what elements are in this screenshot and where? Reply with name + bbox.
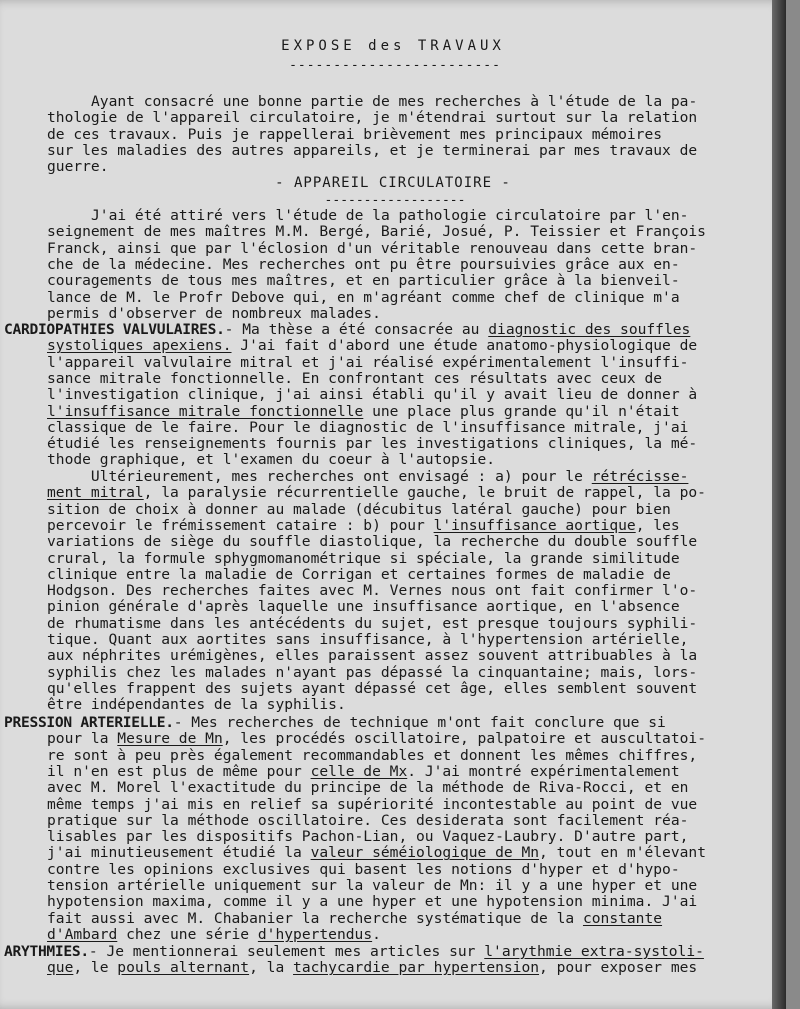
text-segment: Ayant consacré une bonne partie de mes recherches à l'étude de la pa- xyxy=(91,93,698,110)
text-segment: J'ai été attiré vers l'étude de la pathologie circulatoire par l'en- xyxy=(91,207,689,224)
underlined-term: systoliques apexiens. xyxy=(47,337,232,355)
p2-line xyxy=(47,534,697,550)
text-segment: tique. Quant aux aortites sans insuffisance, à l'hypertension artérielle, xyxy=(47,631,689,648)
text-segment: , tout en m'élevant xyxy=(539,844,706,862)
text-segment: être indépendantes de la syphilis. xyxy=(47,696,346,714)
underlined-term: constante xyxy=(582,909,663,927)
pression-line xyxy=(47,845,706,861)
text-segment: - Je mentionnerai seulement mes articles sur xyxy=(88,943,485,960)
pression-line xyxy=(47,780,688,796)
pression-line xyxy=(47,878,697,894)
p2-line xyxy=(47,648,697,664)
p1-line xyxy=(47,241,697,257)
p2-line xyxy=(47,616,697,632)
underlined-term: l'insuffisance mitrale fonctionnelle xyxy=(47,402,364,420)
underlined-term: diagnostic des souffles xyxy=(488,321,691,338)
intro-line xyxy=(47,110,697,126)
underlined-term: l'arythmie extra-systoli- xyxy=(484,943,704,960)
text-segment: l'appareil valvulaire mitral et j'ai réalisé expérimentalement l'insuffi- xyxy=(47,353,689,371)
text-segment: sance mitrale fonctionnelle. En confrontant ces résultats avec ceux de xyxy=(47,369,663,387)
cardio-line xyxy=(4,322,690,338)
text-segment: syphilis chez les malades n'ayant pas dépassé la cinquantaine; mais, lors- xyxy=(47,663,698,681)
text-segment: hypotension maxima, comme il y a une hyper et une hypotension minima. J'ai xyxy=(47,893,698,911)
p1-line xyxy=(47,273,680,289)
underlined-term: Mesure de Mn xyxy=(117,730,223,748)
underlined-term: pouls alternant xyxy=(117,959,250,977)
underlined-term: d'Ambard xyxy=(47,925,118,943)
text-segment: variations de siège du souffle diastolique, la recherche du double souffle xyxy=(47,533,698,551)
title-rule: ------------------------ xyxy=(289,58,501,73)
cardio-line xyxy=(47,387,697,403)
text-segment: l'investigation clinique, j'ai ainsi établi qu'il y avait lieu de donner à xyxy=(47,386,698,404)
cardio-line xyxy=(47,420,688,436)
cardio-line xyxy=(47,404,680,420)
text-segment: - Mes recherches de technique m'ont fait conclure que si xyxy=(173,714,666,731)
text-segment: de rhumatisme dans les antécédents du sujet, est presque toujours syphili- xyxy=(47,614,698,632)
intro-line xyxy=(47,127,662,143)
text-segment: seignement de mes maîtres M.M. Bergé, Barié, Josué, P. Teissier et François xyxy=(47,223,706,241)
text-segment: sur les maladies des autres appareils, et je terminerai par mes travaux de xyxy=(47,141,698,159)
section-rule: ------------------ xyxy=(324,193,466,208)
p1-line xyxy=(47,290,680,306)
text-segment: guerre. xyxy=(47,158,109,176)
text-segment: thologie de l'appareil circulatoire, je m'étendrai surtout sur la relation xyxy=(47,109,698,127)
text-segment: . J'ai montré expérimentalement xyxy=(407,762,680,780)
arythmies-line xyxy=(4,944,704,960)
page-shadow-edge xyxy=(772,0,786,1009)
p2-line xyxy=(47,518,680,534)
text-segment: même temps j'ai mis en relief sa supériorité incontestable au point de vue xyxy=(47,795,698,813)
p2-line xyxy=(47,681,697,697)
cardio-line xyxy=(47,436,697,452)
arythmies-heading: ARYTHMIES. xyxy=(4,943,89,960)
underlined-term: que xyxy=(47,959,74,977)
p2-line xyxy=(47,599,680,615)
pression-line xyxy=(47,911,662,927)
p2-line xyxy=(47,485,706,501)
text-segment: lance de M. le Profr Debove qui, en m'agréant comme chef de clinique m'a xyxy=(47,288,680,306)
text-segment: , pour exposer mes xyxy=(539,959,698,977)
text-segment: tension artérielle uniquement sur la valeur de Mn: il y a une hyper et une xyxy=(47,877,698,894)
text-segment: che de la médecine. Mes recherches ont pu être poursuivies grâce aux en- xyxy=(47,255,680,273)
text-segment: pinion générale d'après laquelle une insuffisance aortique, en l'absence xyxy=(47,598,680,616)
underlined-term: d'hypertendus xyxy=(257,925,373,943)
text-segment: de ces travaux. Puis je rappellerai brièvement mes principaux mémoires xyxy=(47,125,663,143)
cardio-heading: CARDIOPATHIES VALVULAIRES. xyxy=(4,321,225,338)
text-segment: , la paralysie récurrentielle gauche, le bruit de rappel, la po- xyxy=(143,484,706,502)
text-segment: qu'elles frappent des sujets ayant dépassé cet âge, elles semblent souvent xyxy=(47,679,698,697)
text-segment: , le xyxy=(73,959,118,977)
p2-line xyxy=(47,583,697,599)
underlined-term: ment mitral xyxy=(47,484,144,502)
p1-line xyxy=(91,208,688,224)
text-segment: classique de le faire. Pour le diagnostic de l'insuffisance mitrale, j'ai xyxy=(47,418,689,436)
text-segment: pratique sur la méthode oscillatoire. Ces desiderata sont facilement réa- xyxy=(47,811,689,829)
cardio-line xyxy=(47,452,495,468)
text-segment: Hodgson. Des recherches faites avec M. Vernes nous ont fait confirmer l'o- xyxy=(47,582,698,600)
underlined-term: tachycardie par hypertension xyxy=(293,959,540,977)
cardio-line xyxy=(47,355,688,371)
text-segment: , la xyxy=(249,959,294,977)
text-segment: percevoir le frémissement cataire : b) pour xyxy=(47,516,434,534)
text-segment: une place plus grande qu'il n'était xyxy=(363,402,680,420)
text-segment: étudié les renseignements fournis par les investigations cliniques, la mé- xyxy=(47,435,698,453)
arythmies-line xyxy=(47,960,697,976)
text-segment: avec M. Morel l'exactitude du principe de la méthode de Riva-Rocci, et en xyxy=(47,779,689,797)
text-segment: crural, la formule sphygmomanométrique si spéciale, la grande similitude xyxy=(47,549,680,567)
cardio-line xyxy=(47,338,697,354)
text-segment: Ultérieurement, mes recherches ont envisagé : a) pour le xyxy=(47,468,592,485)
text-segment: fait aussi avec M. Chabanier la recherche systématique de la xyxy=(47,909,583,927)
pression-heading: PRESSION ARTERIELLE. xyxy=(4,714,174,731)
text-segment: thode graphique, et l'examen du coeur à l'autopsie. xyxy=(47,451,496,469)
intro-line xyxy=(47,143,697,159)
pression-line xyxy=(4,715,666,731)
text-segment: sition de choix à donner au malade (décubitus latéral gauche) pour bien xyxy=(47,500,671,518)
intro-line xyxy=(47,159,109,175)
pression-line xyxy=(47,862,680,878)
p2-line xyxy=(47,502,671,518)
text-segment: , les procédés oscillatoire, palpatoire et auscultatoi- xyxy=(222,730,706,748)
pression-line xyxy=(47,764,680,780)
p2-line xyxy=(47,632,688,648)
section-title: - APPAREIL CIRCULATOIRE - xyxy=(275,175,511,191)
pression-line xyxy=(47,894,697,910)
text-segment: . xyxy=(372,925,381,943)
p2-line xyxy=(47,469,688,485)
text-segment: - Ma thèse a été consacrée au xyxy=(224,321,489,338)
p1-line xyxy=(47,257,680,273)
pression-line xyxy=(47,731,706,747)
text-segment: il n'en est plus de même pour xyxy=(47,762,311,780)
underlined-term: l'insuffisance aortique xyxy=(433,516,636,534)
underlined-term: celle de Mx xyxy=(310,762,408,780)
text-segment: chez une série xyxy=(117,925,258,943)
text-segment: clinique entre la maladie de Corrigan et certaines formes de maladie de xyxy=(47,565,671,583)
pression-line xyxy=(47,748,697,764)
p1-line xyxy=(47,306,381,322)
text-segment: pour la xyxy=(47,730,118,748)
pression-line xyxy=(47,813,688,829)
p2-line xyxy=(47,697,346,713)
text-segment: Franck, ainsi que par l'éclosion d'un véritable renouveau dans cette bran- xyxy=(47,239,698,257)
text-segment: j'ai minutieusement étudié la xyxy=(47,844,311,862)
p2-line xyxy=(47,551,680,567)
pression-line xyxy=(47,829,688,845)
text-segment: permis d'observer de nombreux malades. xyxy=(47,304,381,322)
underlined-term: valeur séméiologique de Mn xyxy=(310,844,540,862)
pression-line xyxy=(47,927,381,943)
text-segment: lisables par les dispositifs Pachon-Lian, ou Vaquez-Laubry. D'autre part, xyxy=(47,828,689,846)
p2-line xyxy=(47,567,671,583)
pression-line xyxy=(47,797,697,813)
text-segment: aux néphrites urémigènes, elles paraissent assez souvent attribuables à la xyxy=(47,647,698,665)
document-title: EXPOSE des TRAVAUX xyxy=(281,38,505,54)
intro-line xyxy=(91,94,697,110)
p2-line xyxy=(47,665,697,681)
cardio-line xyxy=(47,371,662,387)
text-segment: re sont à peu près également recommandables et donnent les mêmes chiffres, xyxy=(47,746,698,764)
underlined-term: rétrécisse- xyxy=(591,468,689,485)
text-segment: J'ai fait d'abord une étude anatomo-physiologique de xyxy=(231,337,698,355)
text-segment: contre les opinions exclusives qui basent les notions d'hyper et d'hypo- xyxy=(47,860,680,878)
text-segment: couragements de tous mes maîtres, et en particulier grâce à la bienveil- xyxy=(47,272,680,290)
p1-line xyxy=(47,224,706,240)
text-segment: , les xyxy=(635,516,680,534)
